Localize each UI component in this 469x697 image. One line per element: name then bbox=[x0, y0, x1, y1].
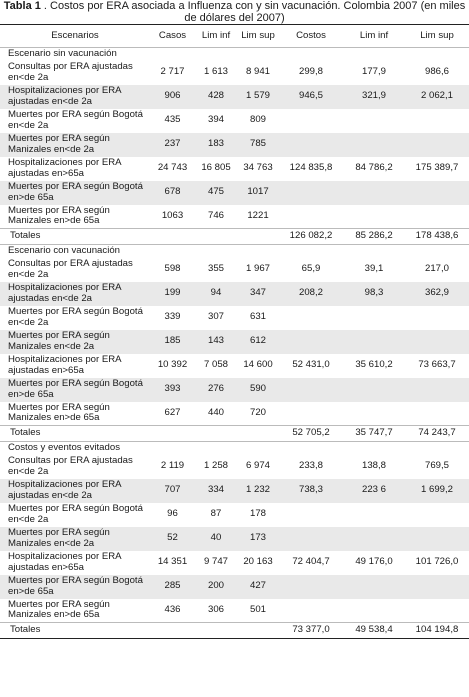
row-name: Muertes por ERA según Bogotá en<de 2a bbox=[8, 108, 143, 131]
row-casos: 185 bbox=[164, 335, 181, 347]
table-row bbox=[0, 527, 469, 551]
row-lim-sup: 809 bbox=[249, 114, 266, 126]
row-casos: 707 bbox=[164, 484, 181, 496]
row-costos-lim-inf: 223 6 bbox=[361, 484, 386, 496]
row-lim-inf: 746 bbox=[207, 209, 224, 221]
row-lim-sup: 1017 bbox=[247, 186, 269, 198]
row-costos-lim-sup bbox=[405, 133, 469, 157]
row-costos-lim-sup: 362,9 bbox=[424, 287, 449, 299]
row-costos-lim-sup bbox=[405, 599, 469, 623]
row-casos: 1063 bbox=[161, 209, 184, 221]
section-title: Escenario sin vacunación bbox=[0, 48, 469, 61]
row-lim-inf: 428 bbox=[207, 90, 224, 102]
table-row bbox=[0, 575, 469, 599]
row-name: Muertes por ERA según Bogotá en>de 65a bbox=[8, 377, 143, 400]
row-name: Hospitalizaciones por ERA ajustadas en>65a bbox=[8, 156, 122, 179]
row-lim-sup: 178 bbox=[249, 508, 266, 520]
totals-lim-inf bbox=[195, 426, 237, 442]
totals-label: Totales bbox=[10, 427, 41, 439]
row-costos-lim-inf bbox=[343, 109, 405, 133]
row-lim-sup: 1 579 bbox=[245, 90, 270, 102]
totals-lim-sup bbox=[237, 229, 279, 245]
row-lim-inf: 87 bbox=[210, 508, 222, 520]
row-casos: 96 bbox=[167, 508, 178, 520]
section-sin-vacunacion-title-row bbox=[0, 48, 469, 61]
totals-lim-sup bbox=[237, 623, 279, 639]
row-casos: 24 743 bbox=[157, 162, 188, 174]
header-escenarios: Escenarios bbox=[51, 29, 99, 41]
row-costos-lim-sup: 986,6 bbox=[424, 66, 449, 78]
row-costos-lim-inf: 49 176,0 bbox=[355, 556, 393, 568]
row-casos: 598 bbox=[164, 263, 181, 275]
row-costos-lim-inf bbox=[343, 181, 405, 205]
row-casos: 285 bbox=[164, 580, 181, 592]
totals-label: Totales bbox=[10, 230, 41, 242]
table-caption-label: Tabla 1 bbox=[3, 0, 41, 12]
row-casos: 10 392 bbox=[157, 359, 188, 371]
row-costos bbox=[279, 330, 343, 354]
row-costos-lim-sup: 1 699,2 bbox=[420, 484, 453, 496]
row-costos-lim-inf bbox=[343, 402, 405, 426]
row-lim-inf: 200 bbox=[207, 580, 224, 592]
row-lim-sup: 612 bbox=[249, 335, 266, 347]
row-lim-inf: 94 bbox=[210, 287, 222, 299]
row-costos-lim-inf: 177,9 bbox=[361, 66, 386, 78]
row-name: Muertes por ERA según Manizales en>de 65a bbox=[8, 598, 110, 621]
row-costos bbox=[279, 205, 343, 229]
header-costos: Costos bbox=[296, 29, 326, 41]
row-lim-inf: 9 747 bbox=[203, 556, 228, 568]
row-name: Hospitalizaciones por ERA ajustadas en>65a bbox=[8, 550, 122, 573]
table-row bbox=[0, 205, 469, 229]
row-costos: 65,9 bbox=[301, 263, 321, 275]
row-costos-lim-inf bbox=[343, 330, 405, 354]
row-casos: 237 bbox=[164, 138, 181, 150]
totals-casos bbox=[150, 623, 195, 639]
table-row bbox=[0, 402, 469, 426]
totals-casos bbox=[150, 426, 195, 442]
row-casos: 436 bbox=[164, 603, 181, 615]
table-row bbox=[0, 503, 469, 527]
row-lim-inf: 394 bbox=[207, 114, 224, 126]
row-lim-sup: 1221 bbox=[247, 209, 269, 221]
table-row bbox=[0, 85, 469, 109]
row-name: Consultas por ERA ajustadas en<de 2a bbox=[8, 454, 133, 477]
row-lim-inf: 1 258 bbox=[203, 460, 228, 472]
row-name: Muertes por ERA según Manizales en<de 2a bbox=[8, 329, 110, 352]
row-name: Hospitalizaciones por ERA ajustadas en>65a bbox=[8, 353, 122, 376]
table-row bbox=[0, 133, 469, 157]
totals-label: Totales bbox=[10, 624, 41, 636]
row-costos-lim-sup bbox=[405, 378, 469, 402]
row-costos: 208,2 bbox=[298, 287, 323, 299]
row-costos-lim-sup bbox=[405, 402, 469, 426]
totals-row bbox=[0, 426, 469, 442]
totals-costos-lim-sup: 74 243,7 bbox=[418, 427, 456, 439]
row-lim-sup: 8 941 bbox=[245, 66, 270, 78]
row-lim-inf: 143 bbox=[207, 335, 224, 347]
row-costos-lim-sup: 2 062,1 bbox=[420, 90, 453, 102]
row-costos bbox=[279, 503, 343, 527]
header-casos: Casos bbox=[158, 29, 187, 41]
section-con-vacunacion-title-row bbox=[0, 245, 469, 258]
row-lim-sup: 785 bbox=[249, 138, 266, 150]
row-name: Muertes por ERA según Manizales en<de 2a bbox=[8, 526, 110, 549]
totals-costos: 73 377,0 bbox=[292, 624, 330, 636]
row-lim-sup: 720 bbox=[249, 406, 266, 418]
row-costos: 72 404,7 bbox=[292, 556, 330, 568]
row-casos: 678 bbox=[164, 186, 181, 198]
row-costos bbox=[279, 181, 343, 205]
row-lim-inf: 1 613 bbox=[203, 66, 228, 78]
row-lim-inf: 440 bbox=[207, 406, 224, 418]
totals-costos: 52 705,2 bbox=[292, 427, 330, 439]
row-costos: 52 431,0 bbox=[292, 359, 330, 371]
row-lim-sup: 427 bbox=[249, 580, 266, 592]
section-title: Costos y eventos evitados bbox=[0, 442, 469, 455]
row-costos-lim-inf bbox=[343, 133, 405, 157]
row-casos: 14 351 bbox=[157, 556, 188, 568]
row-lim-sup: 590 bbox=[249, 383, 266, 395]
totals-costos-lim-inf: 85 286,2 bbox=[355, 230, 393, 242]
row-casos: 2 717 bbox=[160, 66, 185, 78]
row-name: Muertes por ERA según Manizales en>de 65a bbox=[8, 204, 110, 227]
row-costos bbox=[279, 402, 343, 426]
header-lim-inf: Lim inf bbox=[201, 29, 231, 41]
row-lim-inf: 355 bbox=[207, 263, 224, 275]
row-costos-lim-inf: 35 610,2 bbox=[355, 359, 393, 371]
row-costos-lim-sup bbox=[405, 306, 469, 330]
row-name: Muertes por ERA según Bogotá en<de 2a bbox=[8, 305, 143, 328]
totals-lim-inf bbox=[195, 229, 237, 245]
row-costos-lim-sup: 175 389,7 bbox=[415, 162, 459, 174]
row-name: Hospitalizaciones por ERA ajustadas en<de 2a bbox=[8, 281, 122, 304]
row-lim-sup: 347 bbox=[249, 287, 266, 299]
row-costos-lim-sup bbox=[405, 575, 469, 599]
row-costos bbox=[279, 599, 343, 623]
row-casos: 393 bbox=[164, 383, 181, 395]
row-costos bbox=[279, 527, 343, 551]
row-costos-lim-sup bbox=[405, 503, 469, 527]
table-row bbox=[0, 181, 469, 205]
table-row bbox=[0, 109, 469, 133]
section-eventos-evitados-title-row bbox=[0, 442, 469, 455]
row-costos bbox=[279, 109, 343, 133]
table-row bbox=[0, 330, 469, 354]
row-costos: 299,8 bbox=[298, 66, 323, 78]
row-name: Hospitalizaciones por ERA ajustadas en<de 2a bbox=[8, 84, 122, 107]
table-row bbox=[0, 157, 469, 181]
table-caption-text: . Costos por ERA asociada a Influenza con y sin vacunación. Colombia 2007 (en miles de dólares del 2007) bbox=[40, 0, 466, 24]
row-name: Muertes por ERA según Manizales en>de 65a bbox=[8, 401, 110, 424]
table-row bbox=[0, 258, 469, 282]
table-row bbox=[0, 61, 469, 85]
row-lim-sup: 631 bbox=[249, 311, 266, 323]
totals-lim-sup bbox=[237, 426, 279, 442]
row-lim-inf: 183 bbox=[207, 138, 224, 150]
header-row bbox=[0, 25, 469, 48]
table-row bbox=[0, 306, 469, 330]
row-costos-lim-sup: 101 726,0 bbox=[415, 556, 459, 568]
row-lim-sup: 501 bbox=[249, 603, 266, 615]
row-lim-sup: 1 232 bbox=[245, 484, 270, 496]
row-name: Muertes por ERA según Bogotá en<de 2a bbox=[8, 502, 143, 525]
row-lim-inf: 276 bbox=[207, 383, 224, 395]
row-name: Muertes por ERA según Bogotá en>de 65a bbox=[8, 180, 143, 203]
totals-lim-inf bbox=[195, 623, 237, 639]
row-lim-inf: 7 058 bbox=[203, 359, 228, 371]
row-costos-lim-inf bbox=[343, 527, 405, 551]
row-costos bbox=[279, 133, 343, 157]
row-lim-sup: 173 bbox=[249, 532, 266, 544]
row-costos: 233,8 bbox=[298, 460, 323, 472]
row-name: Muertes por ERA según Manizales en<de 2a bbox=[8, 132, 110, 155]
row-name: Muertes por ERA según Bogotá en>de 65a bbox=[8, 574, 143, 597]
row-lim-inf: 16 805 bbox=[201, 162, 231, 174]
row-casos: 435 bbox=[164, 114, 181, 126]
row-costos-lim-inf: 138,8 bbox=[361, 460, 386, 472]
table-row bbox=[0, 455, 469, 479]
totals-costos-lim-sup: 104 194,8 bbox=[415, 624, 459, 636]
totals-costos-lim-inf: 35 747,7 bbox=[355, 427, 393, 439]
row-costos-lim-sup bbox=[405, 330, 469, 354]
table-row bbox=[0, 354, 469, 378]
section-title: Escenario con vacunación bbox=[0, 245, 469, 258]
row-name: Hospitalizaciones por ERA ajustadas en<de 2a bbox=[8, 478, 122, 501]
row-costos-lim-inf: 84 786,2 bbox=[355, 162, 393, 174]
row-costos-lim-inf bbox=[343, 599, 405, 623]
row-costos-lim-inf: 321,9 bbox=[361, 90, 386, 102]
table-row bbox=[0, 378, 469, 402]
totals-costos-lim-inf: 49 538,4 bbox=[355, 624, 393, 636]
row-costos bbox=[279, 575, 343, 599]
row-costos-lim-inf: 98,3 bbox=[364, 287, 384, 299]
row-lim-inf: 306 bbox=[207, 603, 224, 615]
totals-row bbox=[0, 229, 469, 245]
row-costos-lim-inf: 39,1 bbox=[364, 263, 384, 275]
totals-casos bbox=[150, 229, 195, 245]
row-name: Consultas por ERA ajustadas en<de 2a bbox=[8, 257, 133, 280]
row-costos-lim-sup bbox=[405, 181, 469, 205]
header-lim-sup: Lim sup bbox=[241, 29, 275, 41]
row-lim-inf: 40 bbox=[210, 532, 222, 544]
row-costos-lim-sup bbox=[405, 527, 469, 551]
row-casos: 199 bbox=[164, 287, 181, 299]
row-casos: 52 bbox=[167, 532, 178, 544]
row-costos-lim-sup: 217,0 bbox=[424, 263, 449, 275]
row-costos-lim-sup: 769,5 bbox=[424, 460, 449, 472]
row-costos-lim-inf bbox=[343, 205, 405, 229]
row-name: Consultas por ERA ajustadas en<de 2a bbox=[8, 60, 133, 83]
totals-costos-lim-sup: 178 438,6 bbox=[415, 230, 459, 242]
row-costos: 946,5 bbox=[298, 90, 323, 102]
row-costos-lim-sup bbox=[405, 109, 469, 133]
row-costos-lim-sup: 73 663,7 bbox=[418, 359, 456, 371]
row-costos: 738,3 bbox=[298, 484, 323, 496]
table-row bbox=[0, 599, 469, 623]
row-costos: 124 835,8 bbox=[289, 162, 333, 174]
table-body bbox=[0, 48, 469, 639]
row-lim-inf: 334 bbox=[207, 484, 224, 496]
row-lim-sup: 14 600 bbox=[243, 359, 273, 371]
row-lim-inf: 475 bbox=[207, 186, 224, 198]
row-costos-lim-inf bbox=[343, 575, 405, 599]
row-costos-lim-inf bbox=[343, 378, 405, 402]
table-row bbox=[0, 479, 469, 503]
totals-row bbox=[0, 623, 469, 639]
row-lim-sup: 1 967 bbox=[245, 263, 270, 275]
table-row bbox=[0, 282, 469, 306]
table-caption bbox=[0, 0, 469, 24]
header-costos-lim-inf: Lim inf bbox=[359, 29, 389, 41]
row-costos bbox=[279, 378, 343, 402]
header-costos-lim-sup: Lim sup bbox=[420, 29, 454, 41]
row-lim-sup: 20 163 bbox=[243, 556, 273, 568]
row-costos bbox=[279, 306, 343, 330]
row-costos-lim-sup bbox=[405, 205, 469, 229]
row-casos: 339 bbox=[164, 311, 181, 323]
table-row bbox=[0, 551, 469, 575]
row-lim-sup: 34 763 bbox=[243, 162, 273, 174]
row-casos: 2 119 bbox=[160, 460, 185, 472]
row-costos-lim-inf bbox=[343, 503, 405, 527]
costs-table bbox=[0, 24, 469, 639]
row-lim-inf: 307 bbox=[207, 311, 224, 323]
totals-costos: 126 082,2 bbox=[289, 230, 333, 242]
row-costos-lim-inf bbox=[343, 306, 405, 330]
row-casos: 906 bbox=[164, 90, 181, 102]
row-casos: 627 bbox=[164, 406, 181, 418]
row-lim-sup: 6 974 bbox=[245, 460, 270, 472]
